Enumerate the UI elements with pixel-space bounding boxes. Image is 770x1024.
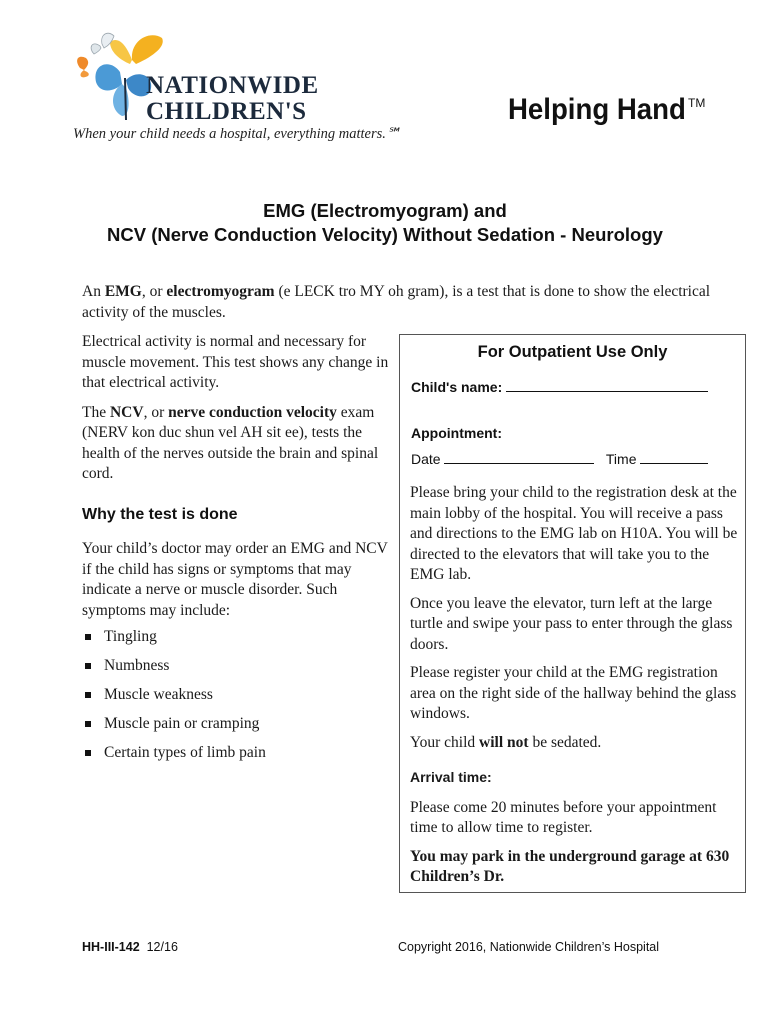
intro-paragraph: An EMG, or electromyogram (e LECK tro MY oh gram), is a test that is done to show the electrical activity of the muscles.	[82, 283, 711, 321]
sedation-paragraph: Your child will not be sedated.	[410, 733, 602, 751]
list-item: Muscle pain or cramping	[82, 714, 392, 743]
appointment-label: Appointment:	[411, 425, 502, 441]
list-item: Certain types of limb pain	[82, 743, 392, 772]
date-time-fields[interactable]: Date Time	[411, 450, 708, 467]
trademark-mark: TM	[688, 96, 706, 110]
document-code: HH-III-142 12/16	[82, 940, 178, 954]
logo-tagline: When your child needs a hospital, everything matters.℠	[73, 126, 401, 142]
list-item: Tingling	[82, 627, 392, 656]
electromyogram-term: electromyogram	[166, 283, 275, 300]
document-title-line-2: NCV (Nerve Conduction Velocity) Without Sedation - Neurology	[107, 224, 663, 245]
arrival-time-label: Arrival time:	[410, 769, 492, 785]
copyright-notice: Copyright 2016, Nationwide Children’s Hospital	[398, 940, 660, 954]
registration-paragraph: Please bring your child to the registration desk at the main lobby of the hospital. You will receive a pass and directions to the EMG lab on H10A. You will be directed to the elevators that will take you to the EMG lab.	[410, 484, 738, 583]
outpatient-heading: For Outpatient Use Only	[477, 343, 668, 361]
outpatient-instructions	[410, 483, 742, 896]
bullet-icon	[85, 721, 91, 727]
logo-line-2: CHILDREN'S	[146, 98, 307, 125]
bullet-icon	[85, 634, 91, 640]
emg-term: EMG	[104, 283, 142, 300]
childs-name-field[interactable]: Child's name:	[411, 378, 708, 395]
parking-paragraph: You may park in the underground garage at 630 Children’s Dr.	[410, 847, 730, 885]
symptom-list	[82, 627, 392, 772]
list-item: Muscle weakness	[82, 685, 392, 714]
bullet-icon	[85, 750, 91, 756]
electrical-activity-paragraph: Electrical activity is normal and necessary for muscle movement. This test shows any change in that electrical activity.	[82, 333, 389, 391]
why-test-paragraph: Your child’s doctor may order an EMG and NCV if the child has signs or symptoms that may indicate a nerve or muscle disorder. Such symptoms may include:	[82, 540, 388, 619]
arrival-paragraph: Please come 20 minutes before your appointment time to allow time to register.	[410, 798, 717, 836]
bullet-icon	[85, 663, 91, 669]
document-title-line-1: EMG (Electromyogram) and	[263, 200, 507, 221]
list-item: Numbness	[82, 656, 392, 685]
left-column	[82, 332, 392, 772]
ncv-paragraph: The NCV, or nerve conduction velocity exam (NERV kon duc shun vel AH sit ee), tests the health of the nerves outside the brain and spinal cord.	[82, 403, 379, 482]
register-paragraph: Please register your child at the EMG registration area on the right side of the hallway behind the glass windows.	[410, 664, 737, 722]
helping-hand-title: Helping Hand	[508, 93, 686, 126]
why-test-heading: Why the test is done	[82, 505, 238, 523]
outpatient-box	[399, 334, 746, 893]
nationwide-childrens-logo	[70, 30, 401, 145]
elevator-paragraph: Once you leave the elevator, turn left at the large turtle and swipe your pass to enter through the glass doors.	[410, 594, 733, 653]
bullet-icon	[85, 692, 91, 698]
logo-line-1: NATIONWIDE	[146, 72, 319, 99]
